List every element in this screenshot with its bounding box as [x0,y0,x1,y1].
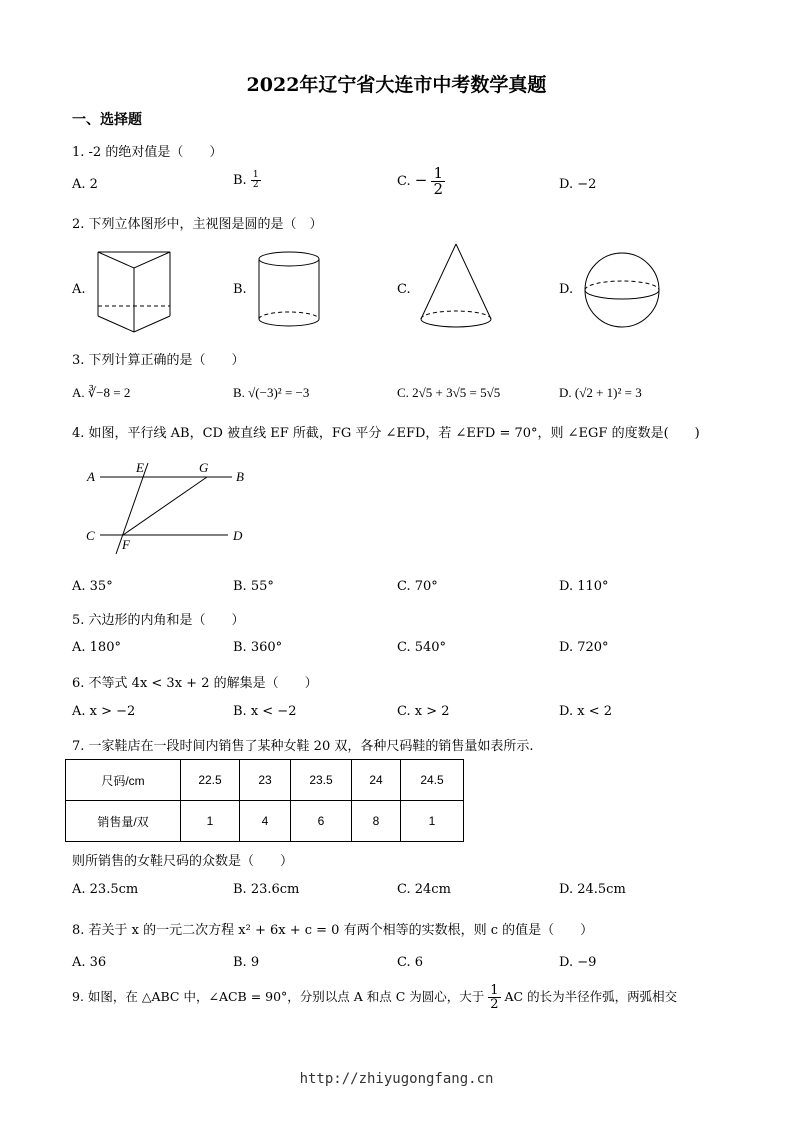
section-heading: 一、选择题 [72,112,142,128]
q4-option-d: D. 110° [559,579,609,594]
q7-option-d: D. 24.5cm [559,882,626,897]
q8-option-d: D. −9 [559,955,597,970]
q9-stem-part-b: AC 的长为半径作弧，两弧相交 [504,989,678,1004]
q9-fraction [488,984,500,1011]
fraction-denominator: 2 [490,997,499,1012]
q1-option-d: D. −2 [559,177,597,192]
q7-option-a: A. 23.5cm [72,882,139,897]
table-cell: 6 [291,801,352,842]
q8-option-b: B. 9 [233,955,260,970]
q3-option-b: B. √(−3)² = −3 [233,385,310,400]
question-7-follow: 则所销售的女鞋尺码的众数是（ ） [72,854,294,869]
table-cell: 24 [352,760,401,801]
q3-option-c: C. 2√5 + 3√5 = 5√5 [397,385,501,400]
fraction-numerator: 1 [252,170,259,180]
q8-option-a: A. 36 [72,955,107,970]
question-3-stem: 3. 下列计算正确的是（ ） [72,353,245,368]
question-6-stem: 6. 不等式 4x < 3x + 2 的解集是（ ） [72,676,318,691]
q6-option-b: B. x < −2 [233,704,297,719]
label-b: B [236,469,244,484]
fraction-numerator: 1 [433,164,444,182]
table-cell: 1 [401,801,464,842]
table-row [66,801,464,842]
label-c: C [86,528,95,543]
label-d: D [233,528,243,543]
fraction-numerator: 1 [490,983,499,998]
q1-option-c-label: C. [397,174,415,189]
q8-option-c: C. 6 [397,955,424,970]
q6-option-c: C. x > 2 [397,704,450,719]
q2-option-a: A. [72,282,86,297]
question-1-stem: 1. -2 的绝对值是（ ） [72,145,223,160]
q5-option-d: D. 720° [559,640,609,655]
q4-option-a: A. 35° [72,579,113,594]
q4-option-c: C. 70° [397,579,438,594]
q2-option-c: C. [397,282,411,297]
q5-option-c: C. 540° [397,640,447,655]
q5-option-a: A. 180° [72,640,121,655]
table-cell: 1 [181,801,240,842]
shoe-size-table [65,759,464,842]
q1-option-c-sign: − [414,171,428,189]
label-f: F [122,537,130,552]
table-cell: 22.5 [181,760,240,801]
label-e: E [136,460,144,475]
q9-stem-part-a: 9. 如图，在 △ABC 中，∠ACB = 90°，分别以点 A 和点 C 为圆心，大于 [72,989,485,1004]
q3-option-a: A. ∛−8 = 2 [72,385,131,400]
question-5-stem: 5. 六边形的内角和是（ ） [72,613,245,628]
q2-option-b: B. [233,282,247,297]
q1-option-b-label: B. [233,173,251,188]
table-row [66,760,464,801]
table-cell: 8 [352,801,401,842]
question-4-stem: 4. 如图，平行线 AB，CD 被直线 EF 所截，FG 平分 ∠EFD，若 ∠EFD = 70°，则 ∠EGF 的度数是( ) [72,426,700,441]
table-cell: 23 [240,760,291,801]
q6-option-a: A. x > −2 [72,704,136,719]
q5-option-b: B. 360° [233,640,283,655]
q7-option-b: B. 23.6cm [233,882,300,897]
label-a: A [87,469,95,484]
q2-option-d: D. [559,282,574,297]
question-7-stem: 7. 一家鞋店在一段时间内销售了某种女鞋 20 双，各种尺码鞋的销售量如表所示. [72,739,534,754]
table-row-header: 销售量/双 [66,801,181,842]
line-fg [123,477,207,535]
q6-option-d: D. x < 2 [559,704,612,719]
q1-option-a: A. 2 [72,177,98,192]
q7-option-c: C. 24cm [397,882,451,897]
table-cell: 4 [240,801,291,842]
fraction-denominator: 2 [252,180,259,190]
footer-url: http://zhiyugongfang.cn [299,1071,494,1087]
page-title: 2022年辽宁省大连市中考数学真题 [246,74,547,96]
question-9-stem [72,984,677,1011]
table-row-header: 尺码/cm [66,760,181,801]
q3-option-d: D. (√2 + 1)² = 3 [559,385,642,400]
q4-option-b: B. 55° [233,579,274,594]
table-cell: 23.5 [291,760,352,801]
question-2-stem: 2. 下列立体图形中，主视图是圆的是（ ） [72,217,323,232]
question-8-stem: 8. 若关于 x 的一元二次方程 x² + 6x + c = 0 有两个相等的实数根，则 c 的值是（ ） [72,923,594,938]
label-g: G [199,460,209,475]
fraction-denominator: 2 [433,180,444,198]
table-cell: 24.5 [401,760,464,801]
